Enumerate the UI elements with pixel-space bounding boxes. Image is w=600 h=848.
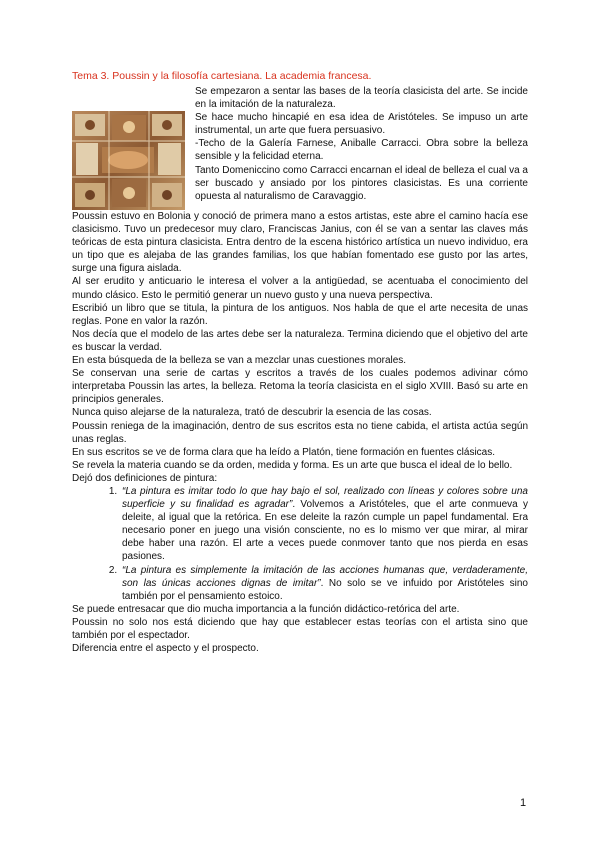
- body-paragraph: Al ser erudito y anticuario le interesa el volver a la antigüedad, se acentuaba el conocimiento del mundo clásico. Esto le permitió generar un nuevo gusto y una nueva perspectiva.: [72, 276, 528, 301]
- definition-quote: “La pintura es simplemente la imitación de las acciones humanas que, verdaderamente, son las únicas acciones dignas de imitar”: [122, 564, 528, 589]
- page-number: 1: [520, 797, 527, 809]
- closing-paragraph: Se puede entresacar que dio mucha importancia a la función didáctico-retórica del arte.: [72, 603, 460, 615]
- farnese-ceiling-image: [72, 111, 185, 210]
- intro-text: [195, 85, 528, 210]
- document-title: Tema 3. Poussin y la filosofía cartesiana. La academia francesa.: [72, 70, 372, 82]
- intro-paragraph: Se hace mucho hincapié en esa idea de Aristóteles. Se impuso un arte instrumental, un arte que fuera persuasivo.: [195, 112, 528, 137]
- definition-text: . No solo se ve infuido por Aristóteles sino también por el pensamiento estoico.: [122, 577, 528, 602]
- intro-paragraph: -Techo de la Galería Farnese, Aniballe Carracci. Obra sobre la belleza sensible y la felicidad eterna.: [195, 138, 528, 163]
- definition-quote: “La pintura es imitar todo lo que hay bajo el sol, realizado con líneas y colores sobre una superficie y su finalidad es agradar”: [122, 485, 528, 511]
- body-paragraph: En sus escritos se ve de forma clara que ha leído a Platón, tiene formación en fuentes clásicas.: [72, 446, 496, 458]
- body-paragraph: Poussin estuvo en Bolonia y conoció de primera mano a estos artistas, este abre el camino hacía ese clasicismo. Tuvo un predecesor muy claro, Franciscas Janius, con él se van a sentar las claves más teóricas de esta pintura clasicista. Entra dentro de la escena histórico artística un nuevo individuo, era un tipo que es alejaba de las grandes familias, los que habían fomentado ese gusto por las artes, surge una figura aislada.: [72, 211, 528, 275]
- document-page: [72, 70, 528, 655]
- body-paragraph: Se conservan una serie de cartas y escritos a través de los cuales podemos adivinar cómo interpretaba Poussin las artes, la belleza. Retoma la teoría clasicista en el siglo XVIII. Basó su arte en principios generales.: [72, 368, 528, 406]
- body-paragraph: Poussin reniega de la imaginación, dentro de sus escritos esta no tiene cabida, el artista actúa según unas reglas.: [72, 420, 528, 445]
- body-paragraph: Escribió un libro que se titula, la pintura de los antiguos. Nos habla de que el arte necesita de unas reglas. Pone en valor la razón.: [72, 302, 528, 327]
- intro-paragraph: Tanto Domeniccino como Carracci encarnan el ideal de belleza el cual va a ser buscado y ansiado por los pintores clasicistas. Es una corriente opuesta al naturalismo de Caravaggio.: [195, 164, 528, 202]
- intro-section: [72, 85, 528, 210]
- definition-text: . Volvemos a Aristóteles, que el arte conmueva y deleite, al igual que la retórica. En ese deleite la razón cumple un papel fundamental. Era necesario poner en juego una visión consciente, no es lo mismo ver que mirar, al mirar debe haber una razón. El arte a veces puede conmover tanto que nos pierda en esas pasiones.: [122, 499, 528, 563]
- body-paragraph: Nunca quiso alejarse de la naturaleza, trató de descubrir la esencia de las cosas.: [72, 407, 432, 419]
- intro-paragraph: Se empezaron a sentar las bases de la teoría clasicista del arte. Se incide en la imitación de la naturaleza.: [195, 86, 528, 111]
- definitions-list: [72, 485, 528, 603]
- closing-paragraph: Diferencia entre el aspecto y el prospecto.: [72, 643, 259, 655]
- definition-item: [120, 564, 528, 603]
- body-paragraph: Nos decía que el modelo de las artes debe ser la naturaleza. Termina diciendo que el objetivo del arte es buscar la verdad.: [72, 328, 528, 353]
- closing-paragraph: Poussin no solo nos está diciendo que hay que establecer estas teorías con el artista sino que también por el espectador.: [72, 616, 528, 641]
- definition-item: [120, 485, 528, 564]
- body-paragraph: Dejó dos definiciones de pintura:: [72, 472, 218, 484]
- body-paragraph: En esta búsqueda de la belleza se van a mezclar unas cuestiones morales.: [72, 355, 407, 367]
- body-paragraph: Se revela la materia cuando se da orden, medida y forma. Es un arte que busca el ideal de lo bello.: [72, 459, 513, 471]
